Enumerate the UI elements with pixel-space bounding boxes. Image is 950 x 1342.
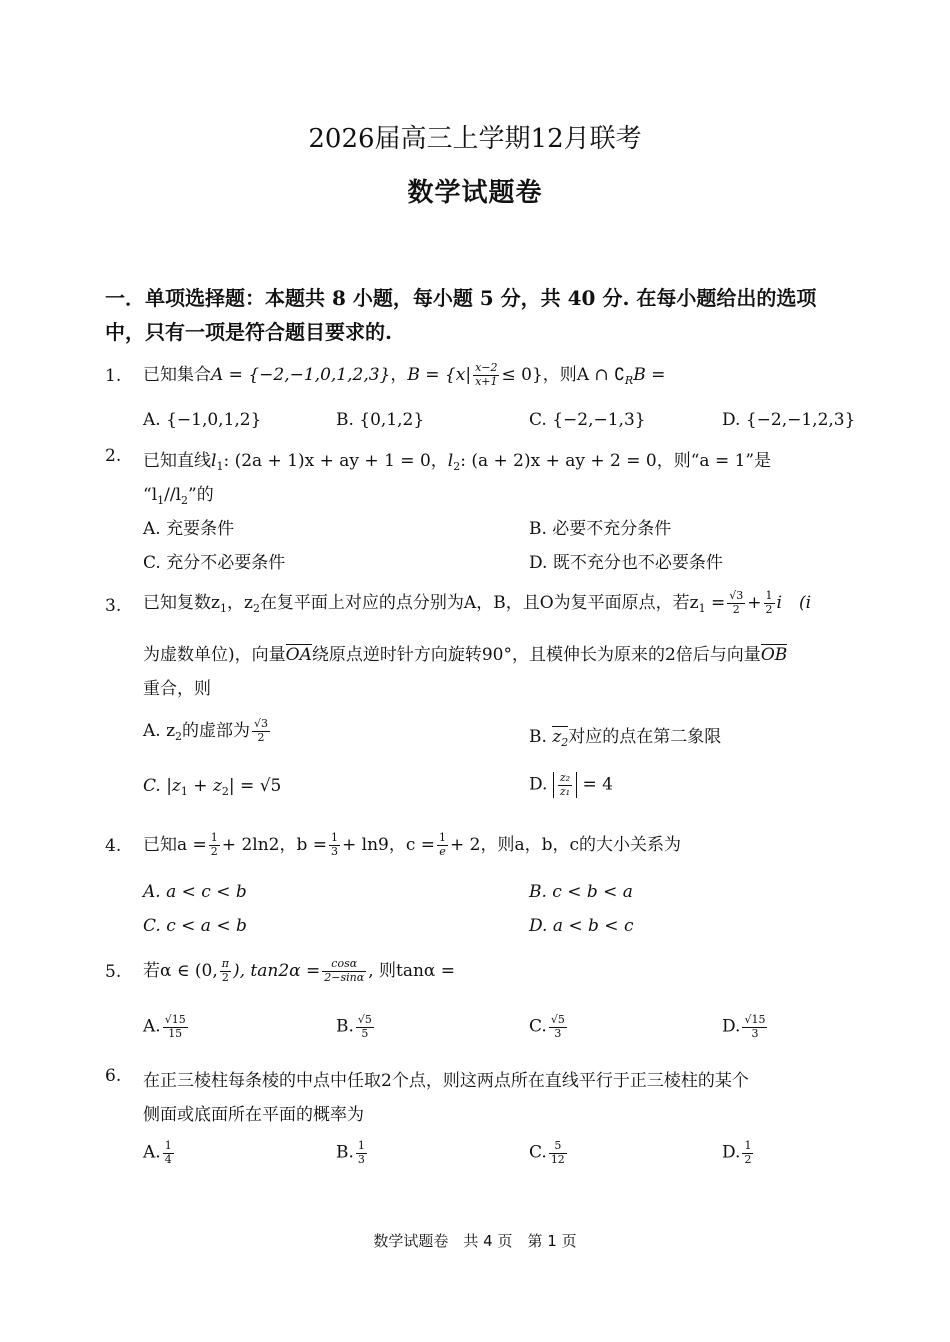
q2-stem-line1: 已知直线$l_1$: (2a + 1)x + ay + 1 = 0，$l_2$: (a + 2)x + ay + 2 = 0，则“a = 1”是 <box>143 451 772 473</box>
exam-subtitle: 数学试题卷 <box>407 178 543 208</box>
page-footer: 数学试题卷 共 4 页 第 1 页 <box>373 1232 577 1250</box>
q5-option-d: D. $\frac{√15}{3}$ <box>722 1013 766 1040</box>
q3-option-b: B. $z_2$对应的点在第二象限 <box>529 727 722 749</box>
q5-option-b: B. $\frac{√5}{5}$ <box>336 1013 372 1040</box>
q6-stem-line1: 在正三棱柱每条棱的中点中任取2个点，则这两点所在直线平行于正三棱柱的某个 <box>143 1071 749 1091</box>
q2-option-a: A. 充要条件 <box>143 519 235 539</box>
q1-option-b: B. {0,1,2} <box>336 410 425 430</box>
q2-option-d: D. 既不充分也不必要条件 <box>529 553 723 573</box>
q3-option-a: A. $z_2$的虚部为 $\frac{√3}{2}$ <box>143 717 269 744</box>
q6-option-b: B. $\frac{1}{3}$ <box>336 1139 365 1166</box>
q2-stem-line2: “$l_1//l_2$”的 <box>143 485 214 507</box>
q1-fraction: $\frac{x-2}{x+1}$ <box>475 361 498 388</box>
q5-number: 5. <box>105 962 122 982</box>
q1-number: 1. <box>105 366 122 386</box>
q2-number: 2. <box>105 446 122 466</box>
q6-stem-line2: 侧面或底面所在平面的概率为 <box>143 1105 364 1125</box>
q2-option-c: C. 充分不必要条件 <box>143 553 286 573</box>
q6-option-d: D. $\frac{1}{2}$ <box>722 1139 752 1166</box>
q4-option-a: A. a < c < b <box>143 882 247 902</box>
q4-stem: 已知a = $\frac{1}{2}$ + 2ln2，b = $\frac{1}{3}$ + ln9，c = $\frac{1}{e}$ + 2，则a，b，c的大小关系为 <box>143 831 682 858</box>
q6-option-c: C. $\frac{5}{12}$ <box>529 1139 565 1166</box>
q1-stem: 已知集合A = {−2,−1,0,1,2,3}，B = {x| $\frac{x-2}{x+1}$ ≤ 0}，则A ∩ $∁_RB$ = <box>143 361 666 388</box>
q4-option-c: C. c < a < b <box>143 916 247 936</box>
q3-stem-line3: 重合，则 <box>143 679 211 699</box>
q1-option-a: A. {−1,0,1,2} <box>143 410 262 430</box>
q6-number: 6. <box>105 1066 122 1086</box>
section-heading-line1: 一．单项选择题：本题共 8 小题，每小题 5 分，共 40 分. 在每小题给出的选项 <box>105 286 817 310</box>
q3-option-c: C. $|z_1 + z_2| = √5$ <box>143 776 282 798</box>
q3-number: 3. <box>105 596 122 616</box>
q2-option-b: B. 必要不充分条件 <box>529 519 672 539</box>
q5-option-c: C. $\frac{√5}{3}$ <box>529 1013 565 1040</box>
q6-option-a: A. $\frac{1}{4}$ <box>143 1139 172 1166</box>
q1-option-d: D. {−2,−1,2,3} <box>722 410 856 430</box>
section-heading-line2: 中，只有一项是符合题目要求的. <box>105 320 392 344</box>
q4-option-b: B. c < b < a <box>529 882 633 902</box>
q1-option-c: C. {−2,−1,3} <box>529 410 646 430</box>
q3-stem-line1: 已知复数$z_1$，$z_2$在复平面上对应的点分别为A，B，且O为复平面原点，若$z_1$ = $\frac{√3}{2}$ + $\frac{1}{2}$ i (i <box>143 589 812 616</box>
exam-title: 2026届高三上学期12月联考 <box>308 124 642 154</box>
q3-stem-line2: 为虚数单位)，向量OA绕原点逆时针方向旋转90°，且模伸长为原来的2倍后与向量OB <box>143 645 788 665</box>
q4-option-d: D. a < b < c <box>529 916 634 936</box>
q5-stem: 若α ∈ (0, $\frac{\pi}{2}$ ), tan2α = $\frac{\cos\alpha}{2-\sin\alpha}$ , 则tanα = <box>143 957 456 984</box>
q5-option-a: A. $\frac{√15}{15}$ <box>143 1013 186 1040</box>
q4-number: 4. <box>105 836 122 856</box>
q3-option-d: D. $\frac{\text{z₂}}{\text{z₁}}$ = 4 <box>529 771 613 798</box>
